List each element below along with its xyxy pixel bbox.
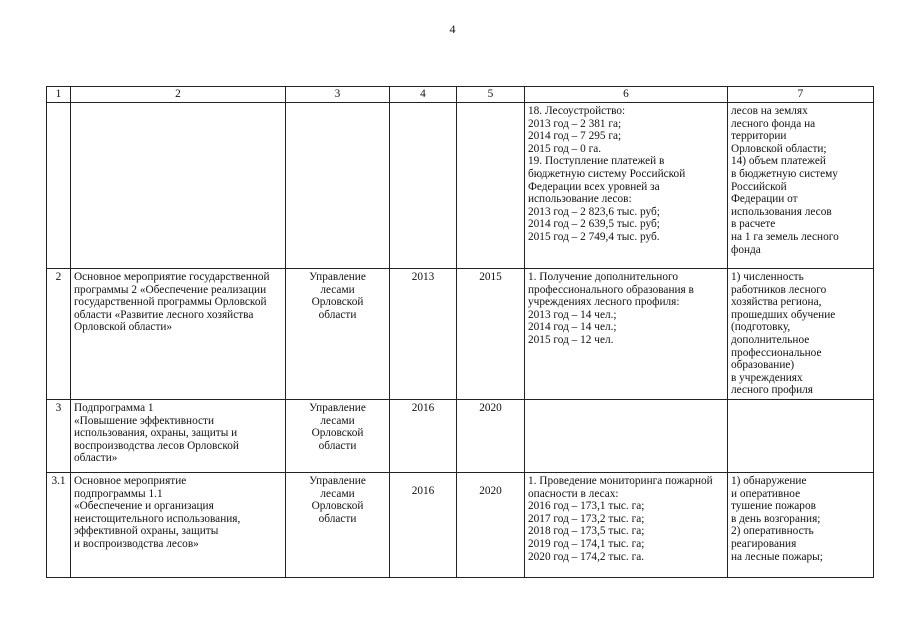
page-number: 4 (449, 22, 456, 36)
expected-result: 1. Получение дополнительного профессионального образования в учреждениях лесного профиля: 2013 год – 14 чел.; 2014 год – 14 чел.; 2015 год – 12 чел. (525, 269, 728, 400)
row-number: 3.1 (47, 472, 71, 577)
expected-result (525, 399, 728, 472)
header-col-7: 7 (728, 87, 874, 103)
start-year: 2016 (390, 472, 457, 577)
indicator: 1) численность работников лесного хозяйства региона, прошедших обучение (подготовку, дополнительное профессиональное образование) в учреждениях лесного профиля (728, 269, 874, 400)
header-col-1: 1 (47, 87, 71, 103)
header-col-6: 6 (525, 87, 728, 103)
header-col-4: 4 (390, 87, 457, 103)
indicator (728, 399, 874, 472)
executor: Управление лесами Орловской области (286, 472, 390, 577)
end-year (457, 103, 525, 269)
executor: Управление лесами Орловской области (286, 269, 390, 400)
table-row (47, 269, 874, 400)
indicator: 1) обнаружение и оперативное тушение пожаров в день возгорания; 2) оперативность реагирования на лесные пожары; (728, 472, 874, 577)
expected-result: 18. Лесоустройство: 2013 год – 2 381 га; 2014 год – 7 295 га; 2015 год – 0 га. 19. Поступление платежей в бюджетную систему Российской Федерации всех уровней за использование лесов: 2013 год – 2 823,6 тыс. руб; 2014 год – 2 639,5 тыс. руб; 2015 год – 2 749,4 тыс. руб. (525, 103, 728, 269)
row-number (47, 103, 71, 269)
end-year: 2015 (457, 269, 525, 400)
event-name: Подпрограмма 1 «Повышение эффективности использования, охраны, защиты и воспроизводства лесов Орловской области» (71, 399, 286, 472)
header-col-5: 5 (457, 87, 525, 103)
row-number: 2 (47, 269, 71, 400)
executor (286, 103, 390, 269)
header-col-3: 3 (286, 87, 390, 103)
event-name (71, 103, 286, 269)
executor: Управление лесами Орловской области (286, 399, 390, 472)
start-year: 2013 (390, 269, 457, 400)
start-year (390, 103, 457, 269)
header-col-2: 2 (71, 87, 286, 103)
table-row (47, 472, 874, 577)
end-year: 2020 (457, 472, 525, 577)
row-number: 3 (47, 399, 71, 472)
table-row (47, 103, 874, 269)
header-row (47, 87, 874, 103)
start-year: 2016 (390, 399, 457, 472)
end-year: 2020 (457, 399, 525, 472)
table-row (47, 399, 874, 472)
indicator: лесов на землях лесного фонда на территории Орловской области; 14) объем платежей в бюджетную систему Российской Федерации от использования лесов в расчете на 1 га земель лесного фонда (728, 103, 874, 269)
event-name: Основное мероприятие государственной программы 2 «Обеспечение реализации государственной программы Орловской области «Развитие лесного хозяйства Орловской области» (71, 269, 286, 400)
expected-result: 1. Проведение мониторинга пожарной опасности в лесах: 2016 год – 173,1 тыс. га; 2017 год – 173,2 тыс. га; 2018 год – 173,5 тыс. га; 2019 год – 174,1 тыс. га; 2020 год – 174,2 тыс. га. (525, 472, 728, 577)
program-table (46, 86, 874, 578)
event-name: Основное мероприятие подпрограммы 1.1 «Обеспечение и организация неистощительного использования, эффективной охраны, защиты и воспроизводства лесов» (71, 472, 286, 577)
